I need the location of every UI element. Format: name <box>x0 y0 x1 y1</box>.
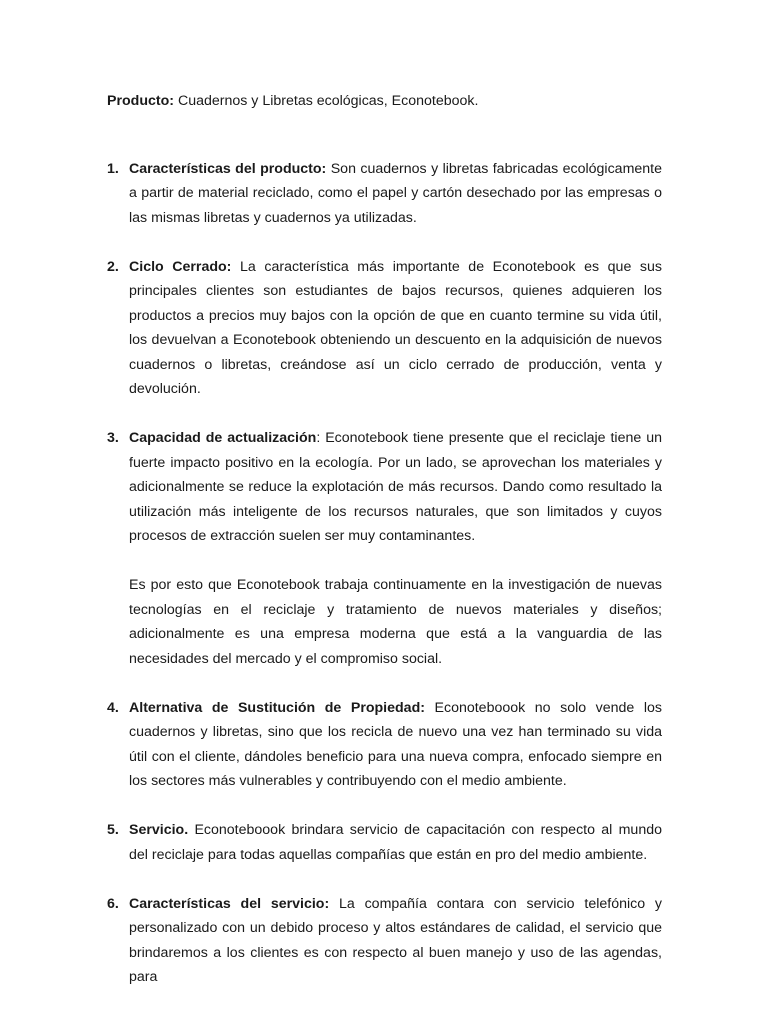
item-body: Son cuadernos y libretas fabricadas ecológicamente a partir de material reciclado, como el papel y cartón desechado por las empresas o las mismas libretas y cuadernos ya utilizadas. <box>129 160 663 226</box>
item-3-extra-paragraph: Es por esto que Econotebook trabaja continuamente en la investigación de nuevas tecnologías en el reciclaje y tratamiento de nuevos materiales y diseños; adicionalmente es una empresa moderna que está a la vanguardia de las necesidades del mercado y el compromiso social. <box>129 577 662 667</box>
list-number: 5. <box>107 822 119 838</box>
list-item-6 <box>107 892 662 990</box>
list-number: 2. <box>107 258 119 275</box>
item-title: Servicio. <box>129 822 189 838</box>
list-item-4 <box>107 696 662 794</box>
item-body: Econoteboook no solo vende los cuadernos y libretas, sino que los recicla de nuevo una vez han terminado su vida útil con el cliente, dándoles beneficio para una nueva compra, enfocado siempre en los sectores más vulnerables y contribuyendo con el medio ambiente. <box>129 699 663 789</box>
item-body: : Econotebook tiene presente que el reciclaje tiene un fuerte impacto positivo en la ecología. Por un lado, se aprovechan los materiales y adicionalmente se reduce la explotación de más recursos. Dando como resultado la utilización más inteligente de los recursos naturales, que son limitados y cuyos procesos de extracción suelen ser muy contaminantes. <box>129 430 662 544</box>
product-value: Cuadernos y Libretas ecológicas, Econotebook. <box>174 93 479 109</box>
item-title: Características del servicio: <box>129 895 330 912</box>
list-item-1 <box>107 157 662 231</box>
list-number: 3. <box>107 430 119 446</box>
item-body: La compañía contara con servicio telefónico y personalizado con un debido proceso y altos estándares de calidad, el servicio que brindaremos a los clientes es con respecto al buen manejo y uso de las agendas, para <box>129 895 662 985</box>
product-line <box>107 89 662 114</box>
list-number: 4. <box>107 699 119 716</box>
list-item-3 <box>107 426 662 549</box>
item-title: Características del producto: <box>129 160 327 177</box>
list-number: 6. <box>107 895 119 912</box>
item-title: Ciclo Cerrado: <box>129 258 232 275</box>
item-body: Econoteboook brindara servicio de capacitación con respecto al mundo del reciclaje para todas aquellas compañías que están en pro del medio ambiente. <box>129 822 662 863</box>
item-title: Alternativa de Sustitución de Propiedad: <box>129 699 425 716</box>
product-label: Producto: <box>107 93 174 109</box>
list-number: 1. <box>107 160 119 177</box>
item-body: La característica más importante de Econotebook es que sus principales clientes son estudiantes de bajos recursos, quienes adquieren los productos a precios muy bajos con la opción de que en cuanto termine su vida útil, los devuelvan a Econotebook obteniendo un descuento en la adquisición de nuevos cuadernos o libretas, creándose así un ciclo cerrado de producción, venta y devolución. <box>129 258 662 397</box>
list-item-2 <box>107 255 662 402</box>
list-item-5 <box>107 818 662 867</box>
item-title: Capacidad de actualización <box>129 430 317 446</box>
